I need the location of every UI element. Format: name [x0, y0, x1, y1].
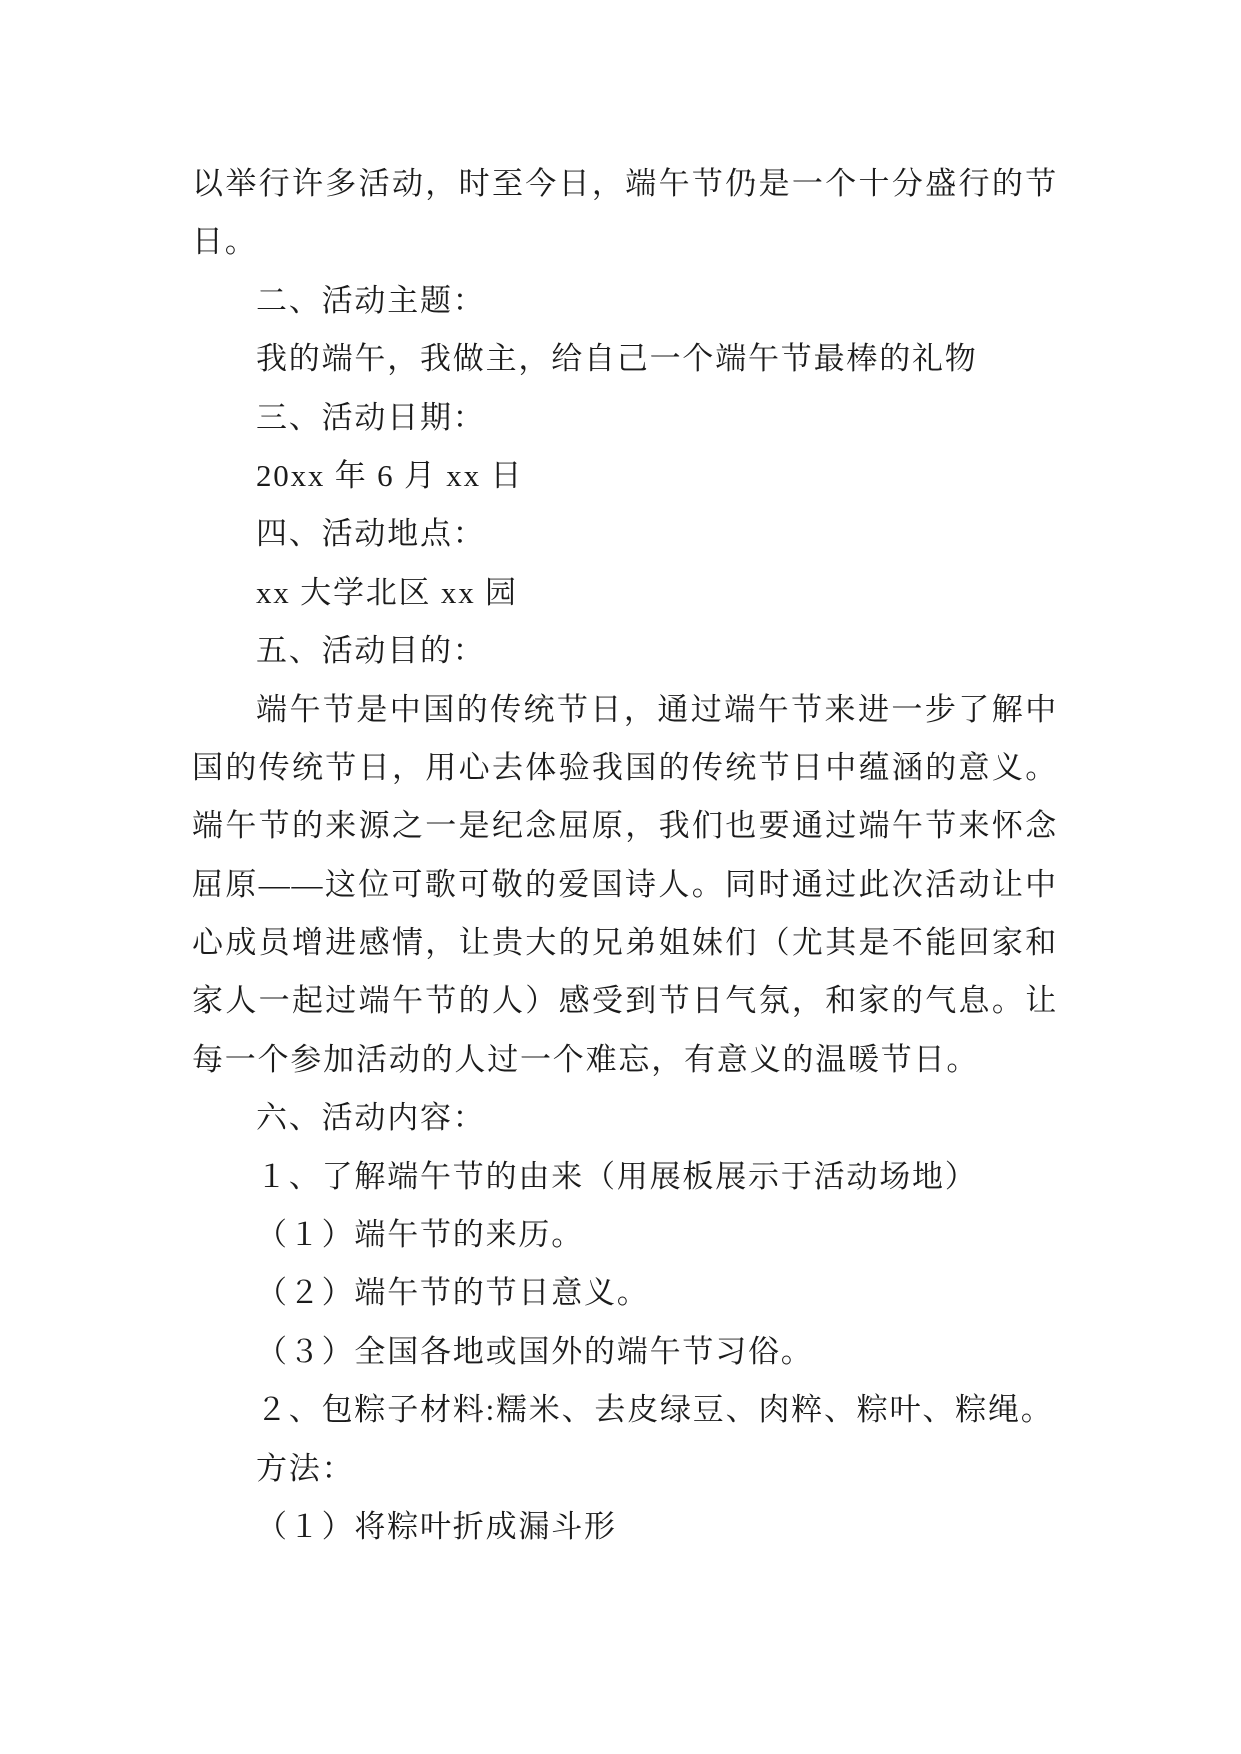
method-step: （１）将粽叶折成漏斗形	[256, 1508, 617, 1544]
purpose-line: 屈原——这位可歌可敬的爱国诗人。同时通过此次活动让中	[192, 866, 1058, 902]
purpose-line: 心成员增进感情，让贵大的兄弟姐妹们（尤其是不能回家和	[192, 925, 1058, 961]
intro-line: 日。	[192, 224, 258, 260]
venue-text: xx 大学北区 xx 园	[256, 574, 518, 610]
purpose-line: 每一个参加活动的人过一个难忘，有意义的温暖节日。	[192, 1041, 980, 1077]
content-subitem: （３）全国各地或国外的端午节习俗。	[256, 1333, 814, 1369]
theme-text: 我的端午，我做主，给自己一个端午节最棒的礼物	[256, 341, 978, 377]
date-text: 20xx 年 6 月 xx 日	[256, 457, 524, 493]
purpose-line: 国的传统节日，用心去体验我国的传统节日中蕴涵的意义。	[192, 749, 1058, 785]
section-heading-content: 六、活动内容：	[256, 1100, 486, 1136]
content-item-title: １、了解端午节的由来（用展板展示于活动场地）	[256, 1158, 978, 1194]
intro-line: 以举行许多活动，时至今日，端午节仍是一个十分盛行的节	[192, 166, 1058, 201]
section-heading-purpose: 五、活动目的：	[256, 633, 486, 669]
section-heading-date: 三、活动日期：	[256, 399, 486, 435]
purpose-line: 端午节是中国的传统节日，通过端午节来进一步了解中	[256, 691, 1058, 727]
section-heading-theme: 二、活动主题：	[256, 282, 486, 318]
content-item-title: ２、包粽子材料:糯米、去皮绿豆、肉粹、粽叶、粽绳。	[256, 1392, 1054, 1428]
content-subitem: （２）端午节的节日意义。	[256, 1275, 650, 1311]
section-heading-venue: 四、活动地点：	[256, 516, 486, 552]
document-body	[192, 155, 1058, 1556]
purpose-line: 端午节的来源之一是纪念屈原，我们也要通过端午节来怀念	[192, 808, 1058, 844]
purpose-line: 家人一起过端午节的人）感受到节日气氛，和家的气息。让	[192, 983, 1058, 1019]
content-subitem: （１）端午节的来历。	[256, 1217, 584, 1253]
method-label: 方法：	[256, 1450, 355, 1486]
